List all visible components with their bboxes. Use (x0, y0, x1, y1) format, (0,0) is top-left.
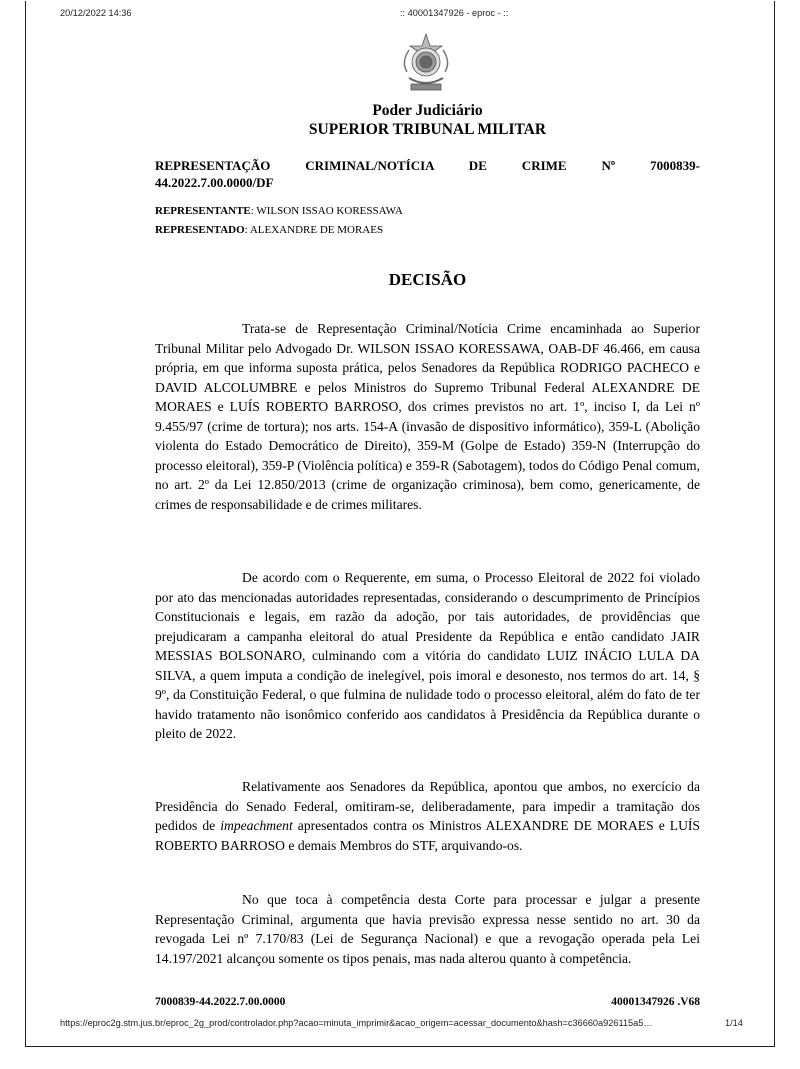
paragraph-3-part1: Relativamente aos Senadores da República, apontou que ambos, no exercício da Presidência do Senado Federal, omitiram-se, deliberadamente, para impedir a tramitação dos pedidos de (155, 779, 700, 834)
paragraph-2: De acordo com o Requerente, em suma, o Processo Eleitoral de 2022 foi violado por ato das mencionadas autoridades representadas, considerando o descumprimento de Princípios Constitucionais e legais, em razão da adoção, por tais autoridades, de providências que prejudicaram a campanha eleitoral do atual Presidente da República e então candidato JAIR MESSIAS BOLSONARO, culminando com a vitória do candidato LUIZ INÁCIO LULA DA SILVA, a quem imputa a condição de inelegível, pois imoral e desonesto, nos termos do art. 14, § 9º, da Constituição Federal, o que fulmina de nulidade todo o processo eleitoral, além do fato de ter havido tratamento não isonômico conferido aos candidatos à Presidência da República durante o pleito de 2022. (155, 570, 700, 742)
print-window-title: :: 40001347926 - eproc - :: (400, 8, 509, 18)
org-name-line2: SUPERIOR TRIBUNAL MILITAR (308, 121, 547, 138)
print-url: https://eproc2g.stm.jus.br/eproc_2g_prod/controlador.php?acao=minuta_imprimir&acao_origem=acessar_documento&hash=c36660a926115a5… (60, 1018, 653, 1028)
party-representante (155, 205, 403, 217)
print-page-number: 1/14 (725, 1018, 743, 1028)
representado-label: REPRESENTADO (155, 224, 245, 236)
footer-process-number: 7000839-44.2022.7.00.0000 (155, 996, 286, 1008)
paragraph-1: Trata-se de Representação Criminal/Notícia Crime encaminhada ao Superior Tribunal Militar pelo Advogado Dr. WILSON ISSAO KORESSAWA, OAB-DF 46.466, em causa própria, em que informa suposta prática, pelos Senadores da República RODRIGO PACHECO e DAVID ALCOLUMBRE e pelos Ministros do Supremo Tribunal Federal ALEXANDRE DE MORAES e LUÍS ROBERTO BARROSO, dos crimes previstos no art. 1º, inciso I, da Lei nº 9.455/97 (crime de tortura); nos arts. 154-A (invasão de dispositivo informático), 359-L (Abolição violenta do Estado Democrático de Direito), 359-M (Golpe de Estado) 359-N (Interrupção do processo eleitoral), 359-P (Violência política) e 359-R (Sabotagem), todos do Código Penal comum, no art. 2º da Lei 12.850/2013 (crime de organização criminosa), bem como, genericamente, de crimes de responsabilidade e de crimes militares. (155, 321, 700, 512)
print-datetime: 20/12/2022 14:36 (60, 8, 132, 18)
case-title (155, 157, 700, 191)
paragraph-3 (155, 777, 700, 855)
case-title-line1: REPRESENTAÇÃO CRIMINAL/NOTÍCIA DE CRIME Nº 7000839- (155, 158, 700, 173)
case-title-line2: 44.2022.7.00.0000/DF (155, 175, 274, 190)
party-representado (155, 224, 383, 236)
paragraph-4: No que toca à competência desta Corte para processar e julgar a presente Representação Criminal, argumenta que havia previsão expressa nesse sentido no art. 30 da revogada Lei nº 7.170/83 (Lei de Segurança Nacional) e que a revogação operada pela Lei 14.197/2021 alcançou somente os tipos penais, mas nada alterou quanto à competência. (155, 892, 700, 966)
representante-label: REPRESENTANTE (155, 205, 251, 217)
paragraph-3-part2: apresentados contra os Ministros ALEXANDRE DE MORAES e LUÍS ROBERTO BARROSO e demais Membros do STF, arquivando-os. (155, 818, 700, 853)
footer-doc-code: 40001347926 .V68 (611, 996, 700, 1008)
representado-value: : ALEXANDRE DE MORAES (244, 224, 384, 236)
paragraph-3-italic: impeachment (220, 818, 293, 834)
representante-value: : WILSON ISSAO KORESSAWA (250, 205, 403, 217)
coat-of-arms-icon (399, 32, 453, 96)
org-name-line1: Poder Judiciário (372, 102, 483, 119)
decision-heading: DECISÃO (388, 270, 467, 289)
